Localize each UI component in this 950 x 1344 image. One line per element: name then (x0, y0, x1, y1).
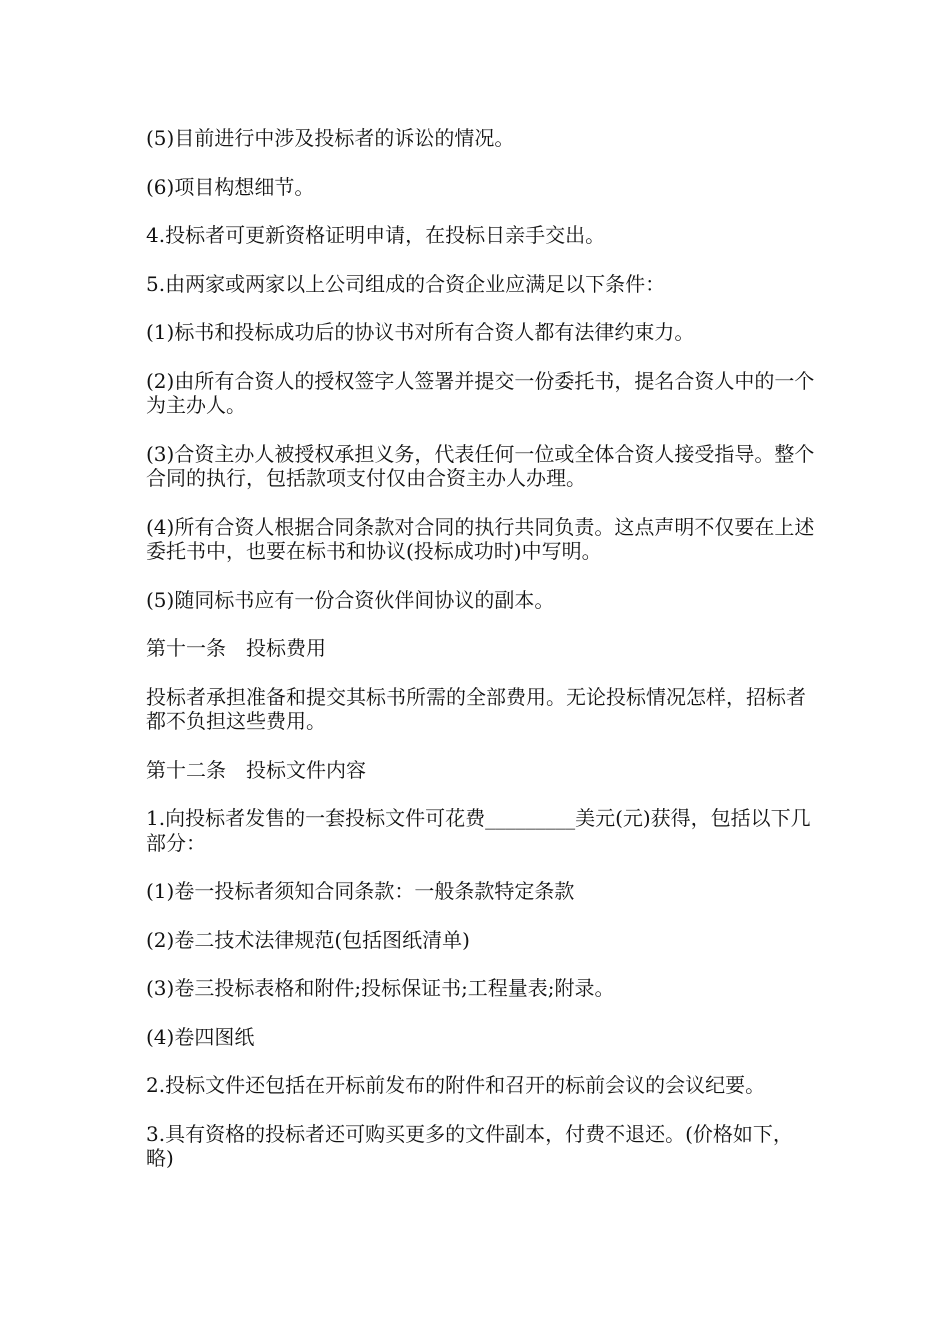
paragraph-project-details: (6)项目构想细节。 (146, 174, 315, 199)
paragraph-bid-documents-price: 1.向投标者发售的一套投标文件可花费_________美元(元)获得，包括以下几部分： (146, 806, 811, 855)
paragraph-volume-2: (2)卷二技术法律规范(包括图纸清单) (146, 927, 470, 952)
paragraph-extra-copies: 3.具有资格的投标者还可购买更多的文件副本，付费不退还。(价格如下，略) (146, 1121, 793, 1170)
paragraph-jv-agreement-copy: (5)随同标书应有一份合资伙伴间协议的副本。 (146, 587, 555, 612)
paragraph-volume-3: (3)卷三投标表格和附件;投标保证书;工程量表;附录。 (146, 976, 615, 1000)
paragraph-jv-joint-liability: (4)所有合资人根据合同条款对合同的执行共同负责。这点声明不仅要在上述委托书中，也要在标书和协议(投标成功时)中写明。 (146, 514, 815, 563)
paragraph-litigation: (5)目前进行中涉及投标者的诉讼的情况。 (146, 126, 515, 150)
paragraph-jv-binding: (1)标书和投标成功后的协议书对所有合资人都有法律约束力。 (146, 320, 695, 344)
paragraph-bid-costs: 投标者承担准备和提交其标书所需的全部费用。无论投标情况怎样，招标者都不负担这些费用。 (146, 684, 806, 733)
document-body (146, 126, 818, 1195)
paragraph-jv-lead-partner: (3)合资主办人被授权承担义务，代表任何一位或全体合资人接受指导。整个合同的执行，包括款项支付仅由合资主办人办理。 (146, 441, 815, 490)
paragraph-jv-power-of-attorney: (2)由所有合资人的授权签字人签署并提交一份委托书，提名合资人中的一个为主办人。 (146, 368, 815, 417)
paragraph-addenda-minutes: 2.投标文件还包括在开标前发布的附件和召开的标前会议的会议纪要。 (146, 1073, 766, 1097)
heading-article-12: 第十二条 投标文件内容 (146, 757, 366, 782)
paragraph-update-qualification: 4.投标者可更新资格证明申请，在投标日亲手交出。 (146, 223, 606, 247)
paragraph-volume-4: (4)卷四图纸 (146, 1024, 255, 1049)
heading-article-11: 第十一条 投标费用 (146, 636, 326, 660)
paragraph-joint-venture-conditions: 5.由两家或两家以上公司组成的合资企业应满足以下条件： (146, 271, 666, 296)
paragraph-volume-1: (1)卷一投标者须知合同条款：一般条款特定条款 (146, 879, 575, 903)
